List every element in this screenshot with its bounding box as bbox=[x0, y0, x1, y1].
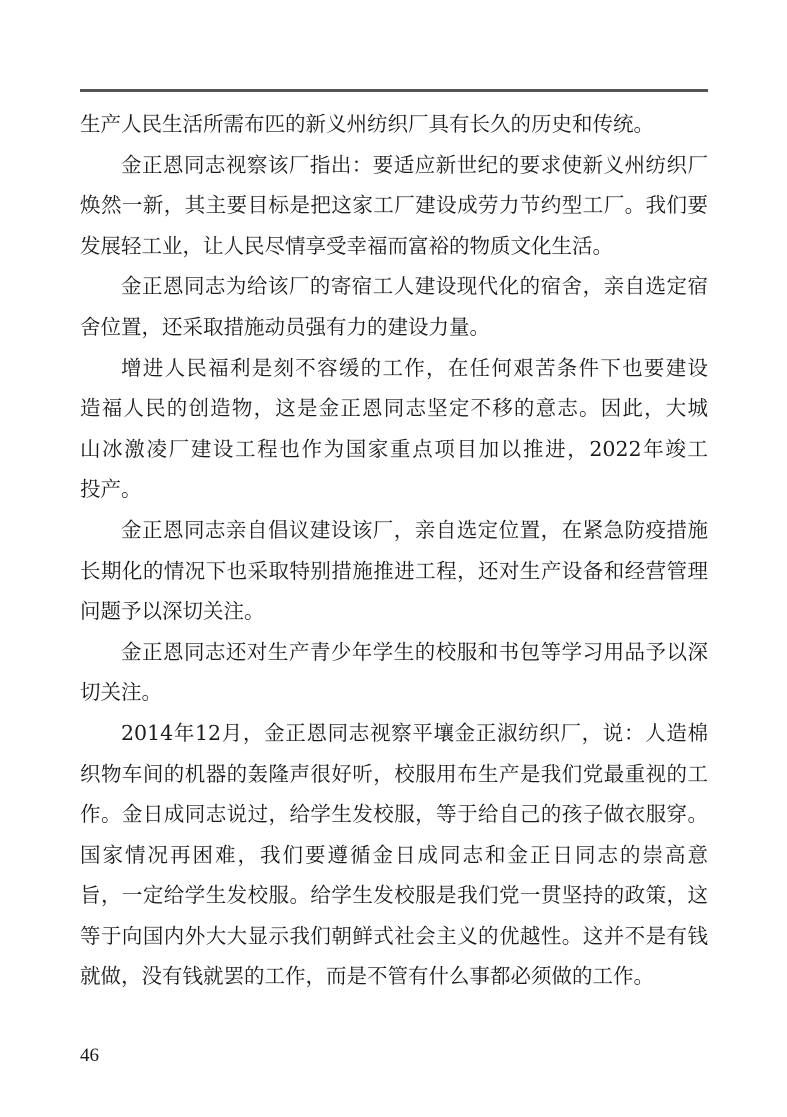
text-line: 投产。 bbox=[80, 477, 142, 502]
text-line: 长期化的情况下也采取特别措施推进工程，还对生产设备和经营管理 bbox=[80, 558, 708, 583]
text-line: 舍位置，还采取措施动员强有力的建设力量。 bbox=[80, 314, 490, 339]
text-line: 金正恩同志视察该厂指出：要适应新世纪的要求使新义州纺织厂 bbox=[121, 152, 708, 177]
text-line: 造福人民的创造物，这是金正恩同志坚定不移的意志。因此，大城 bbox=[80, 396, 708, 421]
text-line: 金正恩同志亲自倡议建设该厂，亲自选定位置，在紧急防疫措施 bbox=[121, 517, 708, 542]
text-line: 山冰激凌厂建设工程也作为国家重点项目加以推进，2022年竣工 bbox=[80, 436, 708, 461]
text-line: 2014年12月，金正恩同志视察平壤金正淑纺织厂，说：人造棉 bbox=[121, 720, 708, 745]
text-line: 问题予以深切关注。 bbox=[80, 599, 265, 624]
text-line: 织物车间的机器的轰隆声很好听，校服用布生产是我们党最重视的工 bbox=[80, 761, 708, 786]
text-line: 等于向国内外大大显示我们朝鲜式社会主义的优越性。这并不是有钱 bbox=[80, 923, 708, 948]
text-line: 发展轻工业，让人民尽情享受幸福而富裕的物质文化生活。 bbox=[80, 233, 613, 258]
text-line: 金正恩同志为给该厂的寄宿工人建设现代化的宿舍，亲自选定宿 bbox=[121, 274, 708, 299]
text-line: 增进人民福利是刻不容缓的工作，在任何艰苦条件下也要建设 bbox=[121, 355, 708, 380]
text-line: 生产人民生活所需布匹的新义州纺织厂具有长久的历史和传统。 bbox=[80, 112, 654, 136]
header-rule bbox=[80, 89, 708, 92]
body-text bbox=[80, 104, 708, 997]
text-line: 金正恩同志还对生产青少年学生的校服和书包等学习用品予以深 bbox=[121, 639, 708, 664]
text-line: 旨，一定给学生发校服。给学生发校服是我们党一贯坚持的政策，这 bbox=[80, 883, 708, 908]
text-line: 焕然一新，其主要目标是把这家工厂建设成劳力节约型工厂。我们要 bbox=[80, 193, 708, 218]
text-line: 国家情况再困难，我们要遵循金日成同志和金正日同志的崇高意 bbox=[80, 842, 708, 867]
text-line: 就做，没有钱就罢的工作，而是不管有什么事都必须做的工作。 bbox=[80, 964, 654, 989]
text-line: 作。金日成同志说过，给学生发校服，等于给自己的孩子做衣服穿。 bbox=[80, 802, 708, 827]
text-line: 切关注。 bbox=[80, 680, 162, 705]
page-number: 46 bbox=[80, 1045, 99, 1066]
